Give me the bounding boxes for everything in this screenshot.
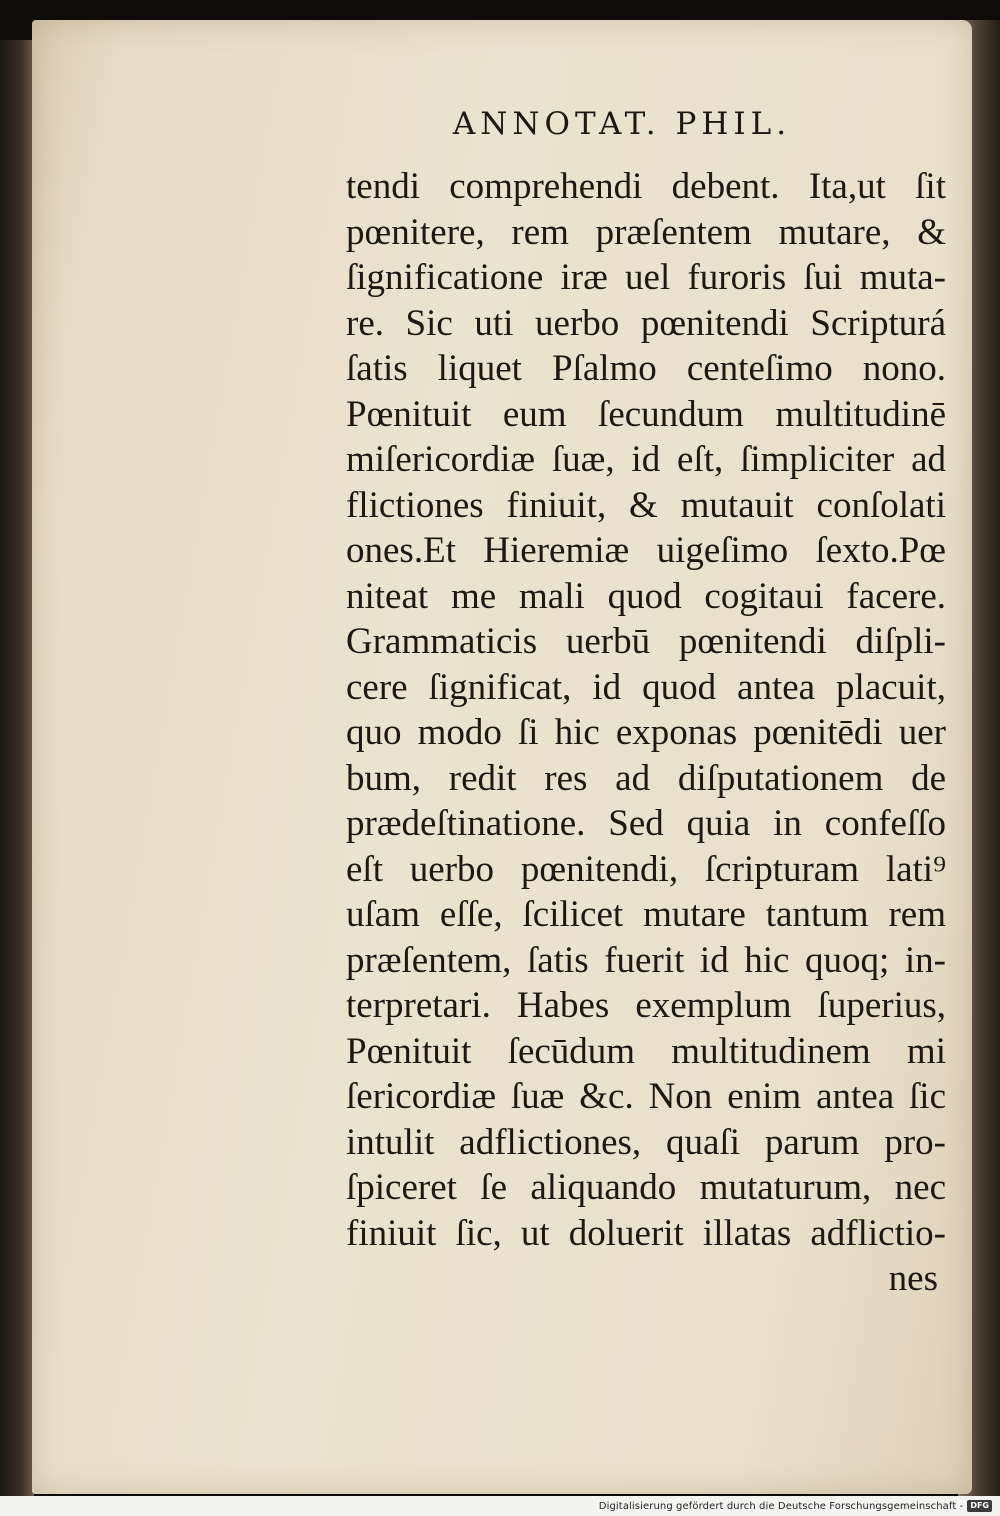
text-line: finiuit ſic, ut doluerit illatas adflictio- — [346, 1212, 946, 1254]
text-line: tendi comprehendi debent. Ita,ut ſit — [346, 166, 946, 207]
page-body-text — [346, 164, 946, 1302]
text-line: intulit adflictiones, quaſi parum pro- — [346, 1121, 946, 1163]
text-line: uſam eſſe, ſcilicet mutare tantum rem — [346, 894, 946, 935]
funding-note: Digitalisierung gefördert durch die Deutsche Forschungsgemeinschaft - — [598, 1500, 964, 1512]
text-line: pœnitere, rem præſentem mutare, & — [346, 211, 946, 253]
text-line: ſpiceret ſe aliquando mutaturum, nec — [346, 1167, 946, 1208]
text-line: ſatis liquet Pſalmo centeſimo nono. — [346, 348, 946, 389]
text-line: ones.Et Hieremiæ uigeſimo ſexto.Pœ — [346, 530, 946, 571]
text-line: Pœnituit eum ſecundum multitudinē — [346, 393, 946, 435]
text-line: quo modo ſi hic exponas pœnitēdi uer — [346, 712, 946, 753]
text-line: prædeſtinatione. Sed quia in confeſſo — [346, 803, 946, 844]
text-line: ſignificatione iræ uel furoris ſui muta- — [346, 257, 946, 298]
text-line: Pœnituit ſecūdum multitudinem mi — [346, 1030, 946, 1072]
text-line: miſericordiæ ſuæ, id eſt, ſimpliciter ad — [346, 439, 946, 480]
digitization-footer — [599, 1498, 992, 1514]
text-line: præſentem, ſatis fuerit id hic quoq; in- — [346, 939, 946, 981]
text-line: terpretari. Habes exemplum ſuperius, — [346, 985, 946, 1026]
text-line: flictiones finiuit, & mutauit conſolati — [346, 484, 946, 526]
text-line: Grammaticis uerbū pœnitendi diſpli- — [346, 621, 946, 662]
binding-left-edge — [0, 40, 34, 1496]
text-line: bum, redit res ad diſputationem de — [346, 757, 946, 799]
catchword: nes — [888, 1258, 938, 1299]
text-line: eſt uerbo pœnitendi, ſcripturam lati⁹ — [346, 848, 946, 890]
dfg-logo-icon: DFG — [967, 1500, 992, 1512]
running-header: ANNOTAT. PHIL. — [452, 106, 792, 142]
text-line: ſericordiæ ſuæ &c. Non enim antea ſic — [346, 1076, 946, 1117]
text-line: cere ſignificat, id quod antea placuit, — [346, 666, 946, 708]
text-line: niteat me mali quod cogitaui facere. — [346, 575, 946, 617]
text-line: re. Sic uti uerbo pœnitendi Scripturá — [346, 302, 946, 344]
